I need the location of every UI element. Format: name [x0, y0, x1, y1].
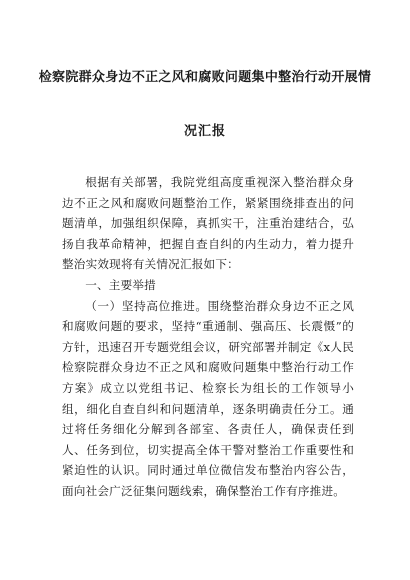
section-paragraph: （一）坚持高位推进。围绕整治群众身边不正之风和腐败问题的要求，坚持“重通制、强高压、长震慑”的方针，迅速召开专题党组会议，研究部署并制定《x人民检察院群众身边不正之风和腐败问题集中整治行动工作方案》成立以党组书记、检察长为组长的工作领导小组，细化自查自纠和问题清单，逐条明确责任分工。通过将任务细化分解到各部室、各责任人，确保责任到人、任务到位，切实提高全体干警对整治工作重要性和紧迫性的认识。同时通过单位微信发布整治内容公告，面向社会广泛征集问题线索，确保整治工作有序推进。 [62, 298, 354, 498]
document-title: 检察院群众身边不正之风和腐败问题集中整治行动开展情 [38, 70, 372, 85]
document-body [62, 172, 354, 502]
intro-paragraph: 根据有关部署，我院党组高度重视深入整治群众身边不正之风和腐败问题整治工作，紧紧围绕排查出的问题清单，加强组织保障，真抓实干，注重治建结合，弘扬自我革命精神，把握自查自纠的内生动力，着力提升整治实效现将有关情况汇报如下： [62, 175, 354, 272]
section-heading: 一、主要举措 [85, 277, 156, 292]
document-title-continued: 况汇报 [183, 124, 226, 139]
